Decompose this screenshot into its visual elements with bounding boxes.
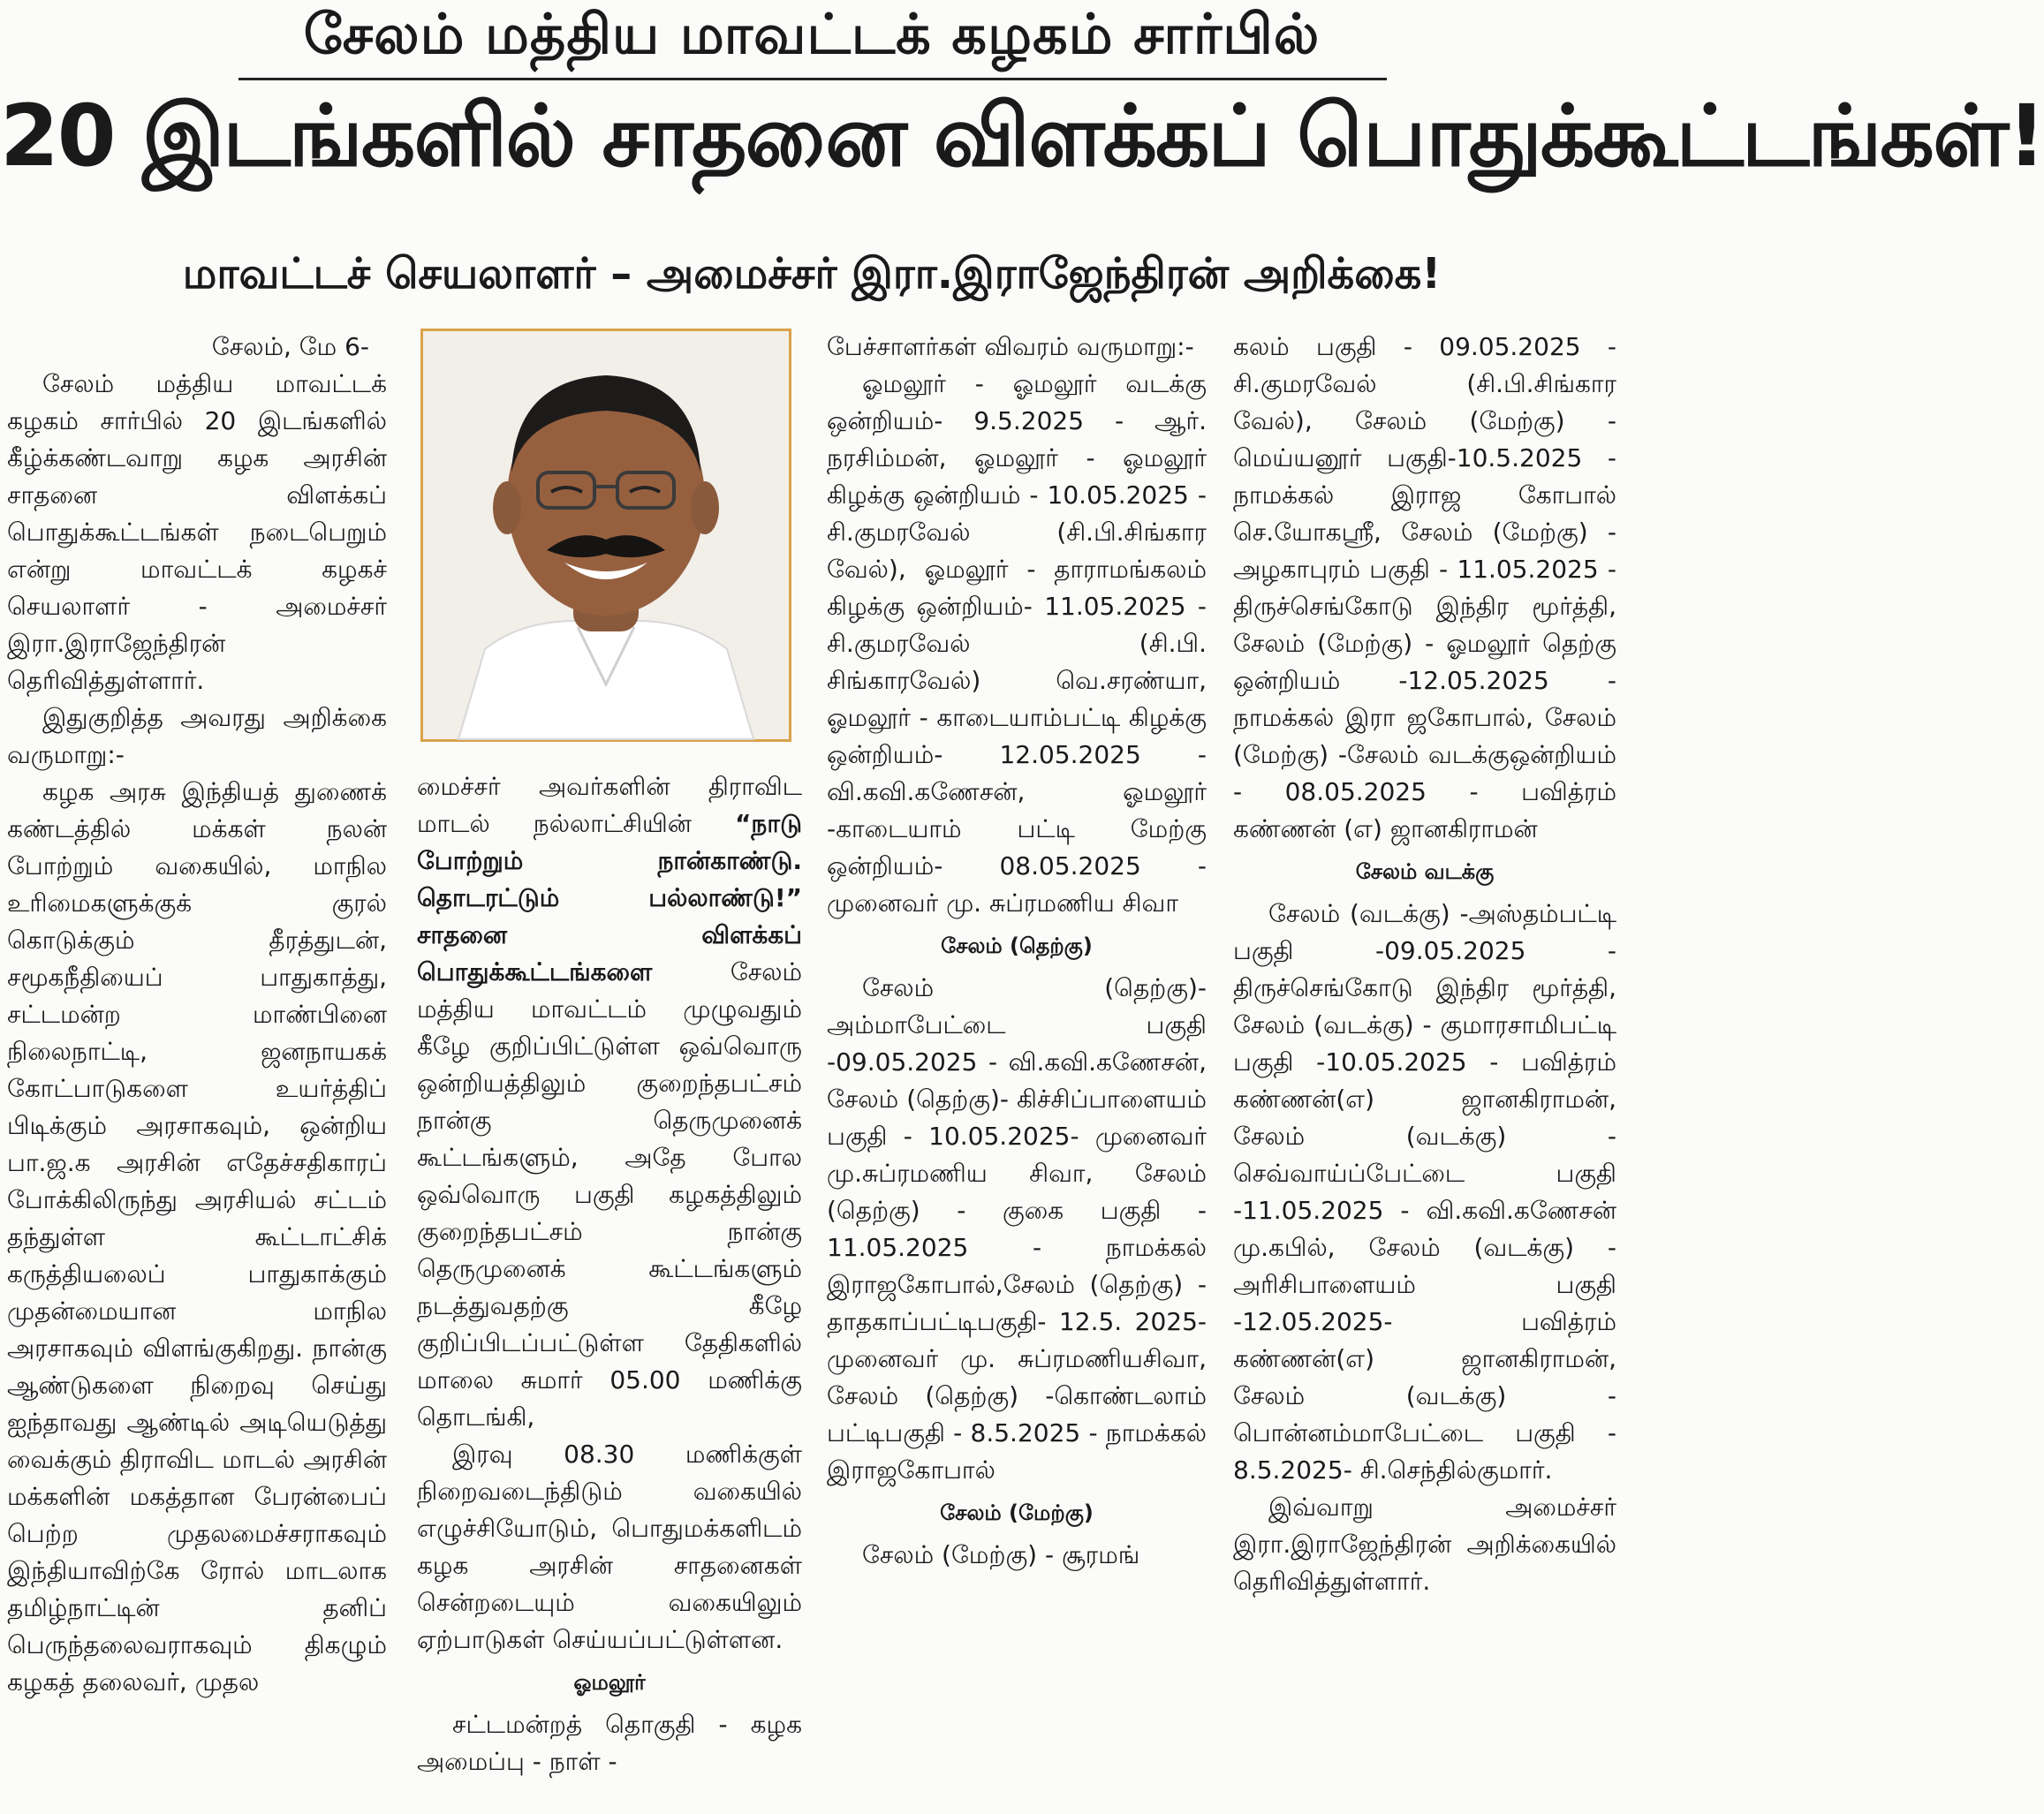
kicker-headline: சேலம் மத்திய மாவட்டக் கழகம் சார்பில் [303,2,1321,66]
sub-headline: மாவட்டச் செயலாளர் – அமைச்சர் இரா.இராஜேந்திரன் அறிக்கை! [182,249,1442,299]
paragraph: சட்டமன்றத் தொகுதி - கழக அமைப்பு - நாள் - [417,1710,802,1776]
dateline: சேலம், மே 6- [211,332,369,361]
paragraph: ஓமலூர் - ஓமலூர் வடக்கு ஒன்றியம்- 9.5.2025 - ஆர். நரசிம்மன், ஓமலூர் - ஓமலூர் கிழக்கு ஒன்றியம் - 10.05.2025 - சி.குமரவேல் (சி.பி.சிங்கார வேல்), ஓமலூர் - தாராமங்கலம் கிழக்கு ஒன்றியம்- 11.05.2025 - சி.குமரவேல் (சி.பி. சிங்காரவேல்) வெ.சரண்யா, ஓமலூர் - காடையாம்பட்டி கிழக்கு ஒன்றியம்- 12.05.2025 - வி.கவி.கணேசன், ஓமலூர் -காடையாம் பட்டி மேற்கு ஒன்றியம்- 08.05.2025 - முனைவர் மு. சுப்ரமணிய சிவா [827,369,1207,918]
section-heading: ஓமலூர் [573,1670,646,1695]
event-slogan: “நாடு போற்றும் நான்காண்டு. தொடரட்டும் பல்லாண்டு!” சாதனை விளக்கப் பொதுக்கூட்டங்களை [417,809,802,986]
article-column-2 [417,768,802,1812]
paragraph: பேச்சாளர்கள் விவரம் வருமாறு:- [827,332,1194,361]
section-heading: சேலம் (தெற்கு) [941,933,1093,958]
paragraph: இவ்வாறு அமைச்சர் இரா.இராஜேந்திரன் அறிக்கையில் தெரிவித்துள்ளார். [1233,1493,1616,1596]
section-heading: சேலம் (மேற்கு) [940,1500,1094,1525]
headline-rule [238,78,1387,80]
paragraph: சேலம் (மேற்கு) - சூரமங் [862,1540,1140,1569]
paragraph-text: மைச்சர் அவர்களின் திராவிட மாடல் நல்லாட்சியின் [417,772,802,838]
paragraph [417,768,802,1436]
paragraph: கலம் பகுதி - 09.05.2025 - சி.குமரவேல் (சி.பி.சிங்கார வேல்), சேலம் (மேற்கு) - மெய்யனூர் பகுதி-10.5.2025 - நாமக்கல் இராஜ கோபால் செ.யோகஸ்ரீ, சேலம் (மேற்கு) - அழகாபுரம் பகுதி - 11.05.2025 - திருச்செங்கோடு இந்திர மூர்த்தி, சேலம் (மேற்கு) - ஓமலூர் தெற்கு ஒன்றியம் -12.05.2025 - நாமக்கல் இரா ஜகோபால், சேலம் (மேற்கு) -சேலம் வடக்குஒன்றியம் - 08.05.2025 - பவித்ரம் கண்ணன் (எ) ஜானகிராமன் [1233,332,1616,843]
section-heading: சேலம் வடக்கு [1355,859,1495,884]
article-column-1 [7,329,387,1812]
article-column-3 [827,329,1207,1812]
main-headline: 20 இடங்களில் சாதனை விளக்கப் பொதுக்கூட்டங்கள்! [0,87,2044,185]
paragraph: இரவு 08.30 மணிக்குள் நிறைவடைந்திடும் வகையில் எழுச்சியோடும், பொதுமக்களிடம் கழக அரசின் சாதனைகள் சென்றடையும் வகையிலும் ஏற்பாடுகள் செய்யப்பட்டுள்ளன. [417,1440,802,1654]
paragraph: சேலம் மத்திய மாவட்டக் கழகம் சார்பில் 20 இடங்களில் கீழ்க்கண்டவாறு கழக அரசின் சாதனை விளக்கப் பொதுக்கூட்டங்கள் நடைபெறும் என்று மாவட்டக் கழகச் செயலாளர் - அமைச்சர் இரா.இராஜேந்திரன் தெரிவித்துள்ளார். [7,369,387,695]
paragraph: இதுகுறித்த அவரது அறிக்கை வருமாறு:- [7,703,387,769]
paragraph: சேலம் (வடக்கு) -அஸ்தம்பட்டி பகுதி -09.05.2025 - திருச்செங்கோடு இந்திர மூர்த்தி, சேலம் (வடக்கு) - குமாரசாமிபட்டி பகுதி -10.05.2025 - பவித்ரம் கண்ணன்(எ) ஜானகிராமன், சேலம் (வடக்கு) - செவ்வாய்ப்பேட்டை பகுதி -11.05.2025 - வி.கவி.கணேசன் மு.கபில், சேலம் (வடக்கு) - அரிசிபாளையம் பகுதி -12.05.2025- பவித்ரம் கண்ணன்(எ) ஜானகிராமன், சேலம் (வடக்கு) - பொன்னம்மாபேட்டை பகுதி - 8.5.2025- சி.செந்தில்குமார். [1233,899,1616,1485]
paragraph: சேலம் (தெற்கு)- அம்மாபேட்டை பகுதி -09.05.2025 - வி.கவி.கணேசன், சேலம் (தெற்கு)- கிச்சிப்பாளையம் பகுதி - 10.05.2025- முனைவர் மு.சுப்ரமணிய சிவா, சேலம் (தெற்கு) - குகை பகுதி - 11.05.2025 - நாமக்கல் இராஜகோபால்,சேலம் (தெற்கு) - தாதகாப்பட்டிபகுதி- 12.5. 2025- முனைவர் மு. சுப்ரமணியசிவா, சேலம் (தெற்கு) -கொண்டலாம் பட்டிபகுதி - 8.5.2025 - நாமக்கல் இராஜகோபால் [827,973,1207,1485]
paragraph: கழக அரசு இந்தியத் துணைக் கண்டத்தில் மக்கள் நலன் போற்றும் வகையில், மாநில உரிமைகளுக்குக் குரல் கொடுக்கும் தீரத்துடன், சமூகநீதியைப் பாதுகாத்து, சட்டமன்ற மாண்பினை நிலைநாட்டி, ஜனநாயகக் கோட்பாடுகளை உயர்த்திப் பிடிக்கும் அரசாகவும், ஒன்றிய பா.ஜ.க அரசின் எதேச்சதிகாரப் போக்கிலிருந்து அரசியல் சட்டம் தந்துள்ள கூட்டாட்சிக் கருத்தியலைப் பாதுகாக்கும் முதன்மையான மாநில அரசாகவும் விளங்குகிறது. நான்கு ஆண்டுகளை நிறைவு செய்து ஐந்தாவது ஆண்டில் அடியெடுத்து வைக்கும் திராவிட மாடல் அரசின் மக்களின் மகத்தான பேரன்பைப் பெற்ற முதலமைச்சராகவும் இந்தியாவிற்கே ரோல் மாடலாக தமிழ்நாட்டின் தனிப் பெருந்தலைவராகவும் திகழும் கழகத் தலைவர், முதல [7,777,387,1697]
article-column-4 [1233,329,1616,1812]
portrait-photo-icon [423,331,789,739]
paragraph-text: சேலம் மத்திய மாவட்டம் முழுவதும் கீழே குறிப்பிட்டுள்ள ஒவ்வொரு ஒன்றியத்திலும் குறைந்தபட்சம் நான்கு தெருமுனைக் கூட்டங்களும், அதே போல ஒவ்வொரு பகுதி கழகத்திலும் குறைந்தபட்சம் நான்கு தெருமுனைக் கூட்டங்களும் நடத்துவதற்கு கீழே குறிப்பிடப்பட்டுள்ள தேதிகளில் மாலை சுமார் 05.00 மணிக்கு தொடங்கி, [417,957,802,1432]
portrait-photo [420,329,791,742]
